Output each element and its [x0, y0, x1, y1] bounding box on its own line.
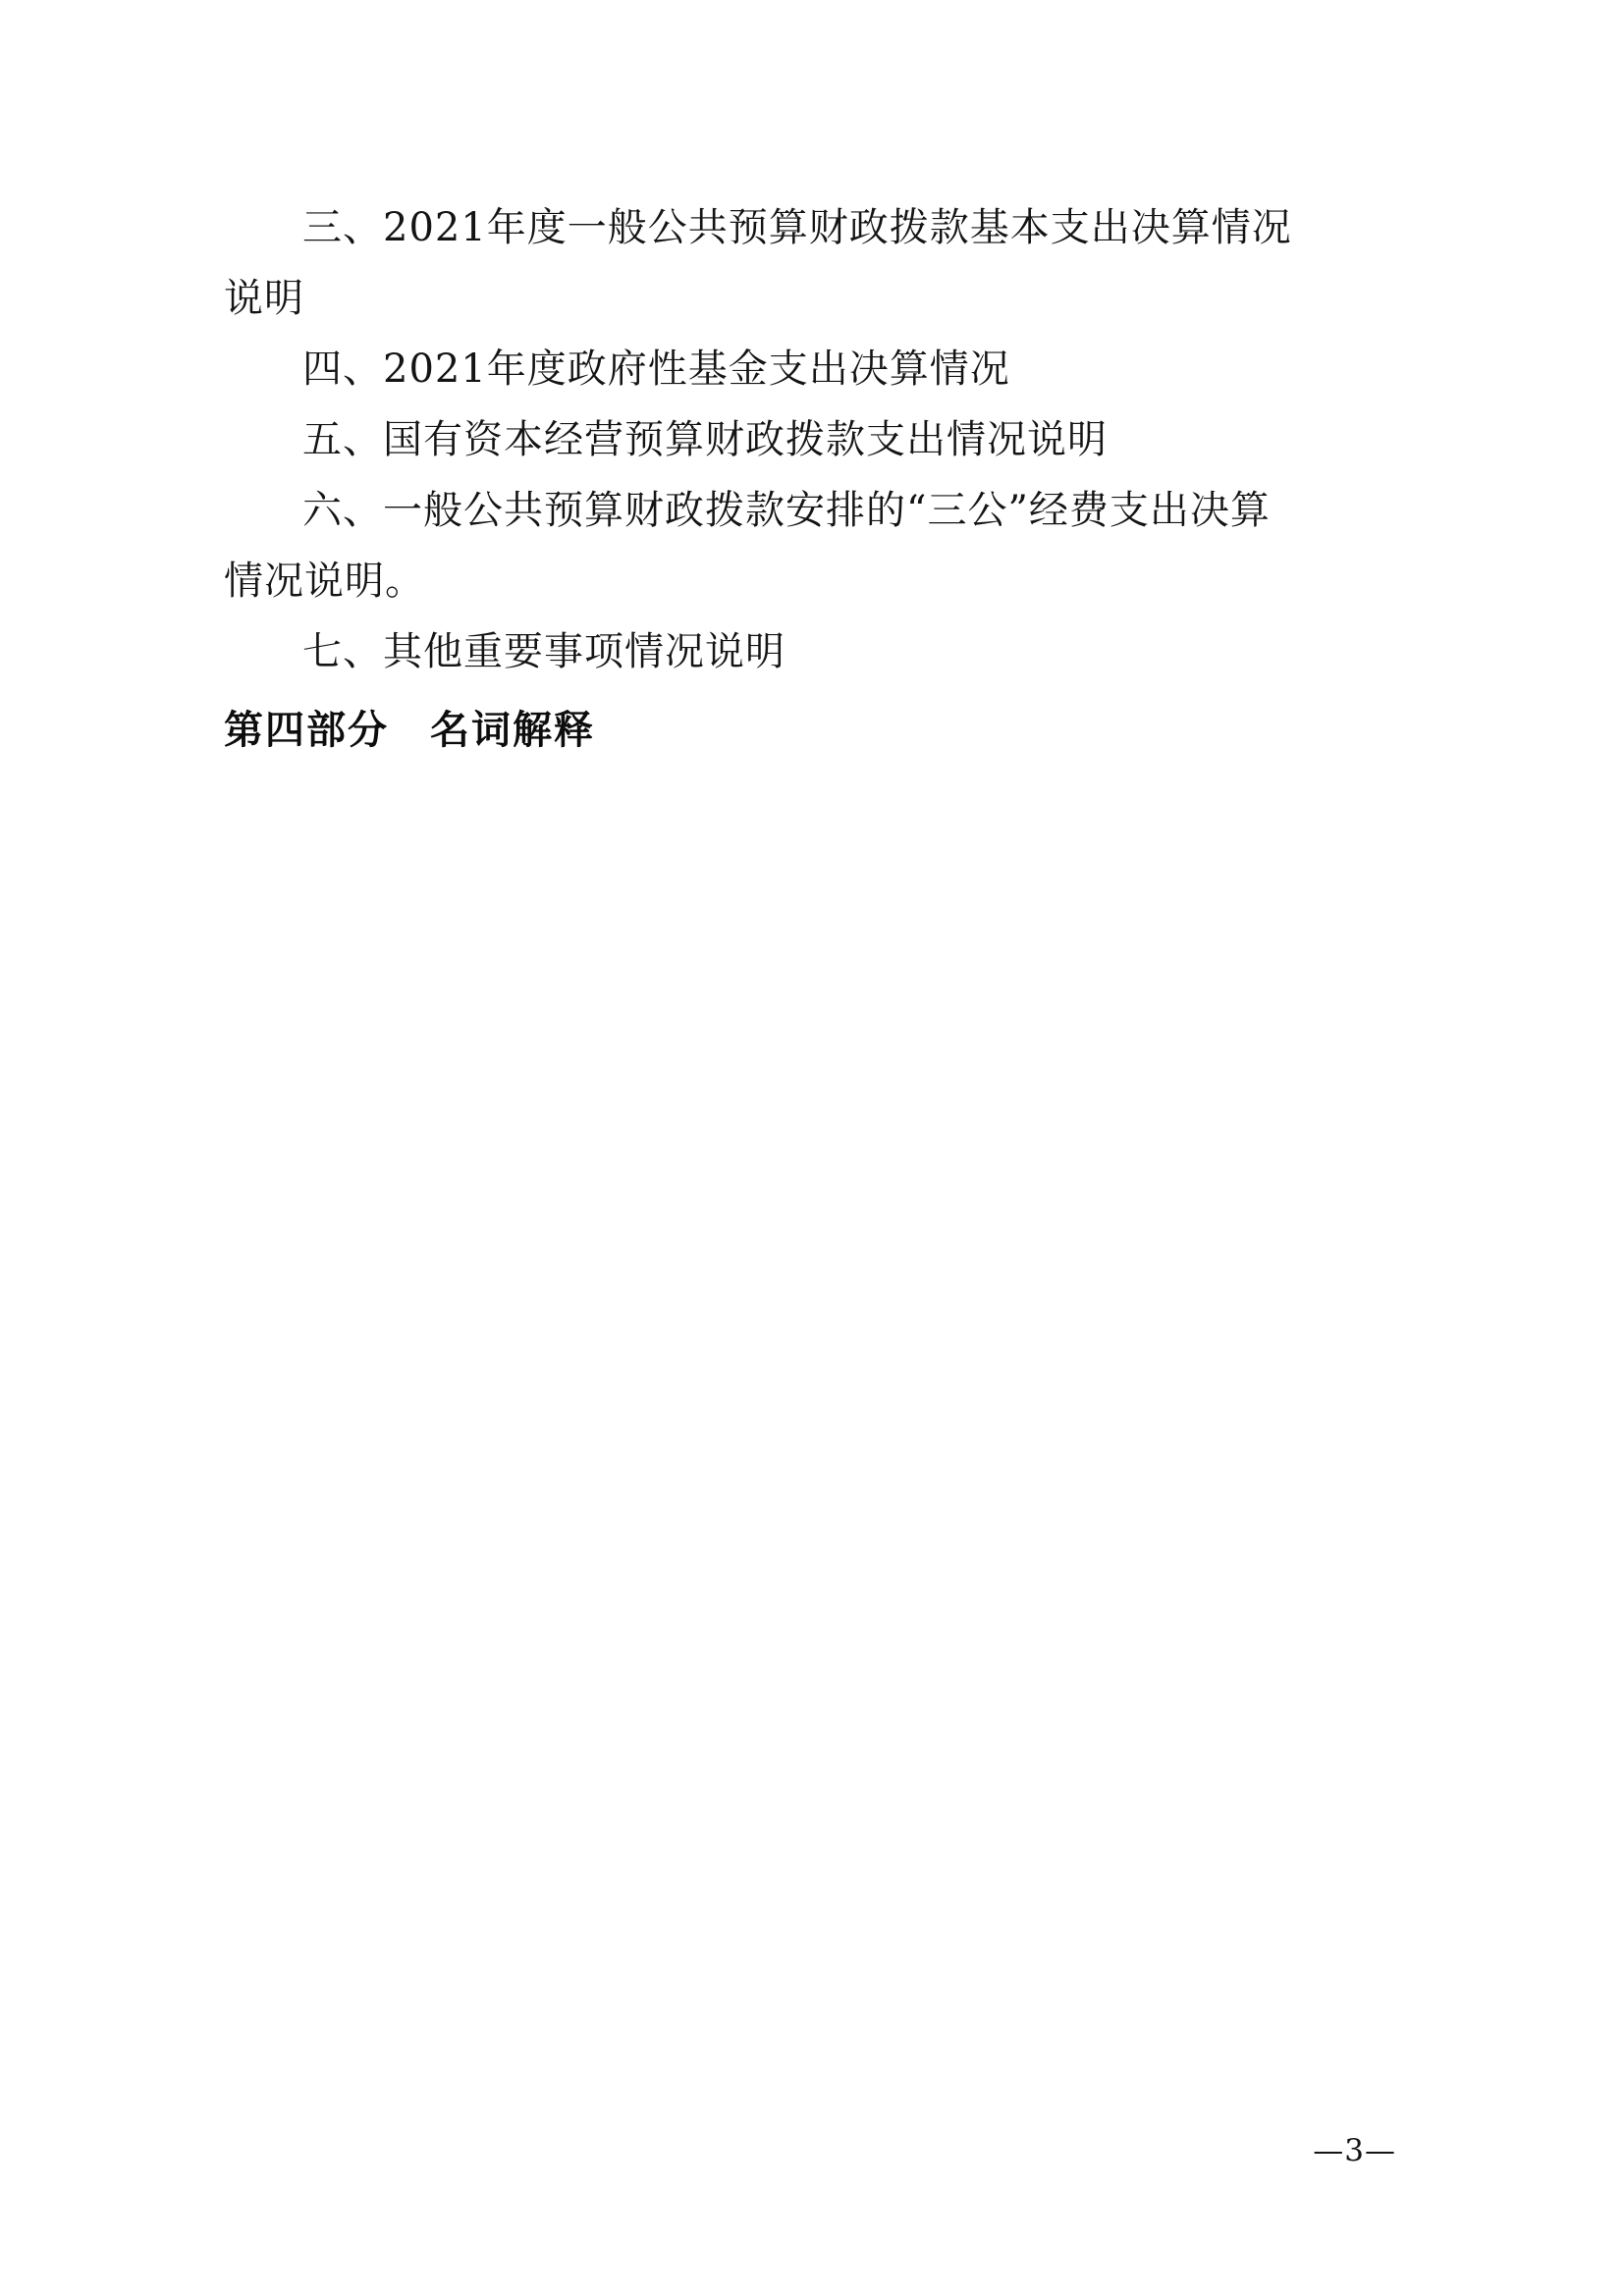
toc-entry-continuation: 情况说明。 [224, 559, 425, 604]
toc-entry-continuation: 说明 [224, 276, 304, 321]
toc-entry: 五、国有资本经营预算财政拨款支出情况说明 [302, 417, 1108, 462]
toc-entry: 三、2021年度一般公共预算财政拨款基本支出决算情况 [302, 205, 1292, 250]
section-heading-part-four: 第四部分 名词解释 [224, 708, 595, 753]
toc-entry: 四、2021年度政府性基金支出决算情况 [302, 347, 1010, 392]
table-of-contents [224, 192, 1402, 768]
page-number: —3— [1313, 2133, 1396, 2168]
toc-entry: 七、其他重要事项情况说明 [302, 629, 785, 674]
toc-entry: 六、一般公共预算财政拨款安排的“三公”经费支出决算 [302, 488, 1271, 533]
